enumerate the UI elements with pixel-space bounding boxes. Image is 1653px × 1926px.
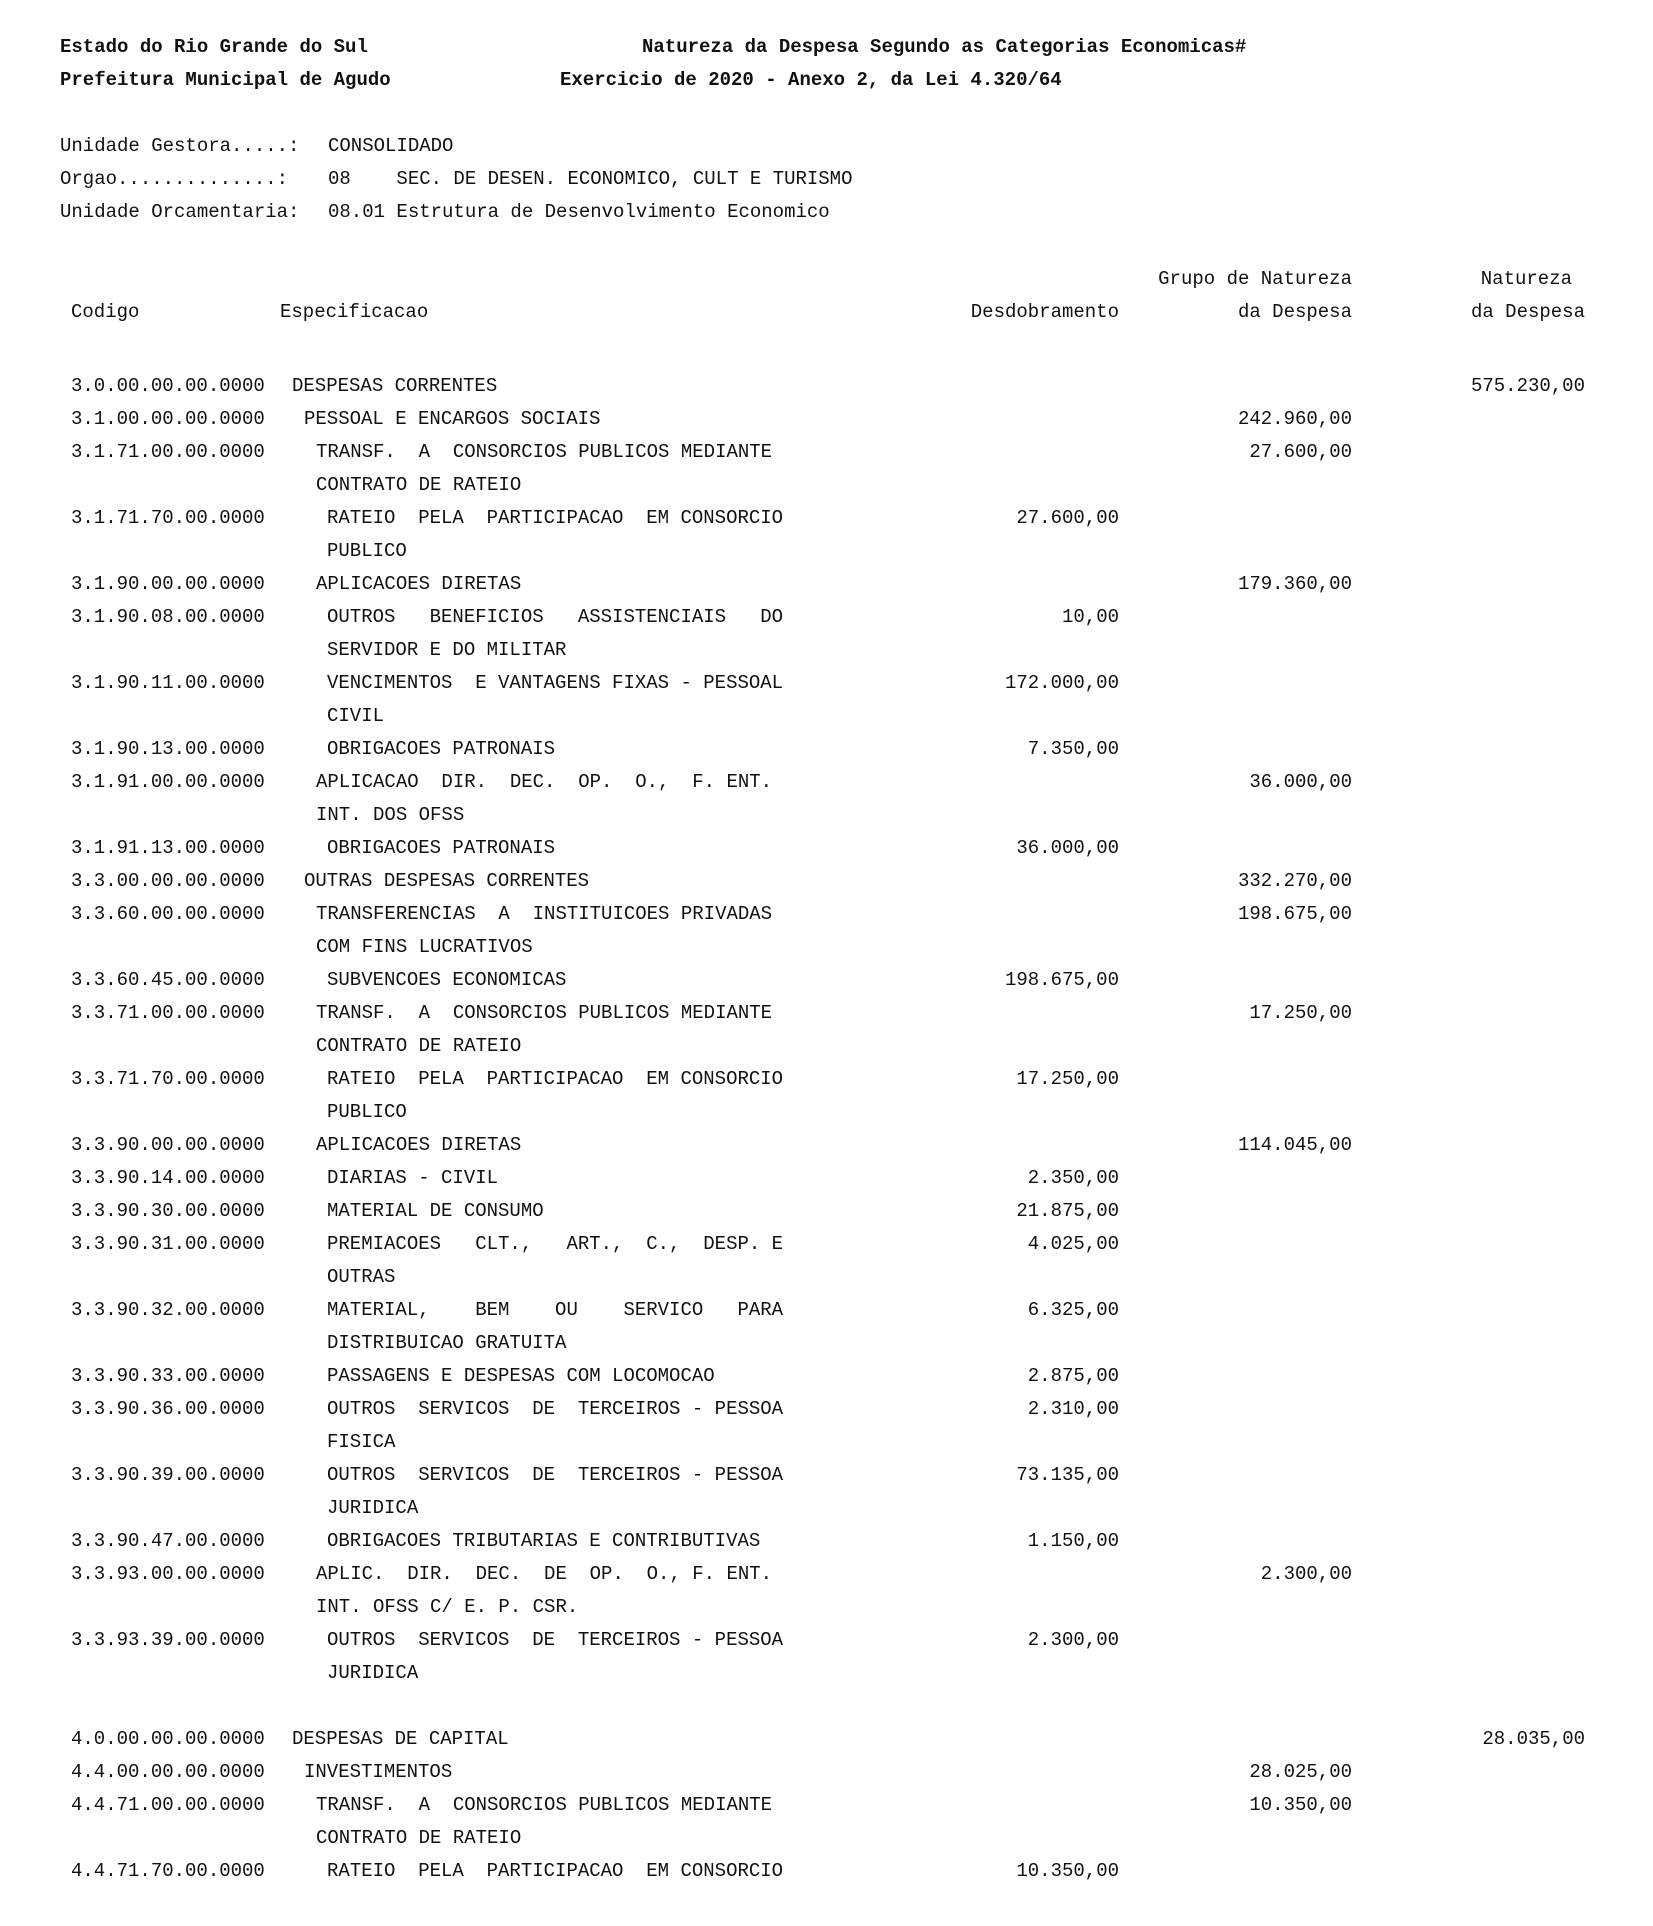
table-row [0,1294,1653,1360]
row-especificacao [316,1129,796,1162]
column-header-desdobramento: Desdobramento [970,301,1119,323]
state-name: Estado do Rio Grande do Sul [60,36,368,58]
row-especificacao [327,964,807,997]
row-desdobramento: 10,00 [1061,606,1119,628]
row-especificacao-line: PUBLICO [327,1101,407,1123]
table-row [0,964,1653,997]
row-grupo-natureza: 2.300,00 [1260,1563,1352,1585]
row-especificacao [327,1195,807,1228]
row-code: 3.3.71.00.00.0000 [71,1002,265,1024]
row-especificacao-line: MATERIAL DE CONSUMO [327,1200,544,1222]
row-code: 3.3.00.00.00.0000 [71,870,265,892]
column-header-grupo-line2: da Despesa [1237,301,1352,323]
row-grupo-natureza: 114.045,00 [1237,1134,1352,1156]
table-row [0,766,1653,832]
row-especificacao [327,1063,807,1129]
column-header-natureza-line2: da Despesa [1470,301,1585,323]
table-row [0,832,1653,865]
row-especificacao-line: OBRIGACOES PATRONAIS [327,837,556,859]
table-row [0,601,1653,667]
row-desdobramento: 7.350,00 [1027,738,1119,760]
row-code: 3.3.93.00.00.0000 [71,1563,265,1585]
row-especificacao [327,667,807,733]
row-desdobramento: 2.350,00 [1027,1167,1119,1189]
row-code: 3.3.90.31.00.0000 [71,1233,265,1255]
row-especificacao [327,1360,807,1393]
row-desdobramento: 4.025,00 [1027,1233,1119,1255]
row-especificacao [316,898,796,964]
row-especificacao-line: INVESTIMENTOS [304,1761,453,1783]
row-especificacao [327,1294,807,1360]
row-especificacao-line: DISTRIBUICAO GRATUITA [327,1332,567,1354]
table-row [0,1855,1653,1888]
unidade-orcamentaria-label: Unidade Orcamentaria: [60,201,300,223]
orgao-label: Orgao..............: [60,168,289,190]
row-code: 3.1.90.00.00.0000 [71,573,265,595]
row-especificacao-line: APLICACAO DIR. DEC. OP. O., F. ENT. [316,771,773,793]
row-especificacao [316,436,796,502]
row-especificacao [327,1624,807,1690]
row-especificacao-line: JURIDICA [327,1662,419,1684]
row-grupo-natureza: 10.350,00 [1249,1794,1352,1816]
row-especificacao-line: OUTRAS DESPESAS CORRENTES [304,870,590,892]
column-header-especificacao: Especificacao [280,301,429,323]
table-row [0,1624,1653,1690]
row-code: 3.3.71.70.00.0000 [71,1068,265,1090]
row-especificacao-line: COM FINS LUCRATIVOS [316,936,533,958]
row-especificacao-line: JURIDICA [327,1497,419,1519]
row-especificacao-line: DESPESAS CORRENTES [292,375,498,397]
table-row [0,1393,1653,1459]
row-grupo-natureza: 332.270,00 [1237,870,1352,892]
row-especificacao-line: PASSAGENS E DESPESAS COM LOCOMOCAO [327,1365,715,1387]
row-especificacao-line: OUTROS SERVICOS DE TERCEIROS - PESSOA [327,1464,784,1486]
row-especificacao-line: OUTROS BENEFICIOS ASSISTENCIAIS DO [327,606,784,628]
row-especificacao [327,1525,807,1558]
row-especificacao-line: RATEIO PELA PARTICIPACAO EM CONSORCIO [327,1860,784,1882]
row-desdobramento: 2.875,00 [1027,1365,1119,1387]
row-especificacao-line: PREMIACOES CLT., ART., C., DESP. E [327,1233,784,1255]
row-desdobramento: 1.150,00 [1027,1530,1119,1552]
row-especificacao-line: DESPESAS DE CAPITAL [292,1728,509,1750]
row-code: 4.4.71.70.00.0000 [71,1860,265,1882]
row-code: 3.3.90.14.00.0000 [71,1167,265,1189]
table-row [0,1789,1653,1855]
row-grupo-natureza: 242.960,00 [1237,408,1352,430]
table-row [0,1723,1653,1756]
row-code: 3.0.00.00.00.0000 [71,375,265,397]
row-desdobramento: 198.675,00 [1004,969,1119,991]
unidade-gestora-value: CONSOLIDADO [328,135,454,157]
row-especificacao-line: FISICA [327,1431,396,1453]
unidade-orcamentaria-value: 08.01 Estrutura de Desenvolvimento Economico [328,201,830,223]
row-desdobramento: 2.310,00 [1027,1398,1119,1420]
table-row [0,568,1653,601]
row-especificacao-line: TRANSF. A CONSORCIOS PUBLICOS MEDIANTE [316,1794,773,1816]
row-especificacao [327,1459,807,1525]
row-especificacao-line: CIVIL [327,705,385,727]
row-grupo-natureza: 17.250,00 [1249,1002,1352,1024]
row-especificacao-line: TRANSF. A CONSORCIOS PUBLICOS MEDIANTE [316,441,773,463]
row-desdobramento: 17.250,00 [1016,1068,1119,1090]
row-especificacao [292,370,772,403]
table-row [0,1195,1653,1228]
table-row [0,436,1653,502]
row-especificacao-line: INT. OFSS C/ E. P. CSR. [316,1596,579,1618]
row-especificacao-line: APLICACOES DIRETAS [316,573,522,595]
row-code: 4.0.00.00.00.0000 [71,1728,265,1750]
table-row [0,865,1653,898]
row-especificacao-line: SUBVENCOES ECONOMICAS [327,969,567,991]
unidade-gestora-label: Unidade Gestora.....: [60,135,300,157]
row-especificacao [327,832,807,865]
row-code: 3.1.71.70.00.0000 [71,507,265,529]
row-natureza-despesa: 575.230,00 [1470,375,1585,397]
table-row [0,1129,1653,1162]
column-header-codigo: Codigo [71,301,140,323]
table-row [0,898,1653,964]
row-especificacao [316,766,796,832]
row-especificacao-line: PESSOAL E ENCARGOS SOCIAIS [304,408,601,430]
row-especificacao [327,733,807,766]
row-especificacao [304,1756,784,1789]
row-code: 3.3.90.33.00.0000 [71,1365,265,1387]
row-code: 3.3.90.36.00.0000 [71,1398,265,1420]
row-especificacao-line: OUTROS SERVICOS DE TERCEIROS - PESSOA [327,1629,784,1651]
row-especificacao-line: RATEIO PELA PARTICIPACAO EM CONSORCIO [327,1068,784,1090]
row-code: 3.1.91.13.00.0000 [71,837,265,859]
table-row [0,1756,1653,1789]
row-especificacao [292,1723,772,1756]
row-especificacao-line: OUTRAS [327,1266,396,1288]
row-especificacao-line: APLIC. DIR. DEC. DE OP. O., F. ENT. [316,1563,773,1585]
row-code: 4.4.00.00.00.0000 [71,1761,265,1783]
column-header-natureza-line1: Natureza [1480,268,1572,290]
row-grupo-natureza: 27.600,00 [1249,441,1352,463]
table-row [0,403,1653,436]
row-grupo-natureza: 198.675,00 [1237,903,1352,925]
row-desdobramento: 27.600,00 [1016,507,1119,529]
row-especificacao [316,997,796,1063]
row-especificacao [316,568,796,601]
table-row [0,370,1653,403]
row-desdobramento: 73.135,00 [1016,1464,1119,1486]
prefecture-name: Prefeitura Municipal de Agudo [60,69,391,91]
orgao-value: 08 SEC. DE DESEN. ECONOMICO, CULT E TURISMO [328,168,853,190]
table-row [0,1525,1653,1558]
row-especificacao-line: RATEIO PELA PARTICIPACAO EM CONSORCIO [327,507,784,529]
column-header-grupo-line1: Grupo de Natureza [1158,268,1352,290]
row-code: 3.1.00.00.00.0000 [71,408,265,430]
row-code: 3.3.60.00.00.0000 [71,903,265,925]
row-grupo-natureza: 28.025,00 [1249,1761,1352,1783]
row-especificacao-line: MATERIAL, BEM OU SERVICO PARA [327,1299,784,1321]
row-desdobramento: 2.300,00 [1027,1629,1119,1651]
row-especificacao-line: VENCIMENTOS E VANTAGENS FIXAS - PESSOAL [327,672,784,694]
row-desdobramento: 36.000,00 [1016,837,1119,859]
table-row [0,502,1653,568]
row-especificacao [327,1228,807,1294]
row-especificacao [327,601,807,667]
row-especificacao [316,1789,796,1855]
row-especificacao-line: CONTRATO DE RATEIO [316,1035,522,1057]
report-title: Natureza da Despesa Segundo as Categorias Economicas# [642,36,1247,58]
row-code: 3.3.93.39.00.0000 [71,1629,265,1651]
row-code: 3.3.90.32.00.0000 [71,1299,265,1321]
row-especificacao-line: APLICACOES DIRETAS [316,1134,522,1156]
row-code: 3.1.90.08.00.0000 [71,606,265,628]
table-row [0,1360,1653,1393]
table-row [0,733,1653,766]
row-especificacao-line: CONTRATO DE RATEIO [316,474,522,496]
row-grupo-natureza: 179.360,00 [1237,573,1352,595]
row-especificacao [316,1558,796,1624]
row-especificacao [304,865,784,898]
row-especificacao-line: OUTROS SERVICOS DE TERCEIROS - PESSOA [327,1398,784,1420]
row-especificacao-line: INT. DOS OFSS [316,804,465,826]
row-especificacao [304,403,784,436]
row-desdobramento: 10.350,00 [1016,1860,1119,1882]
row-desdobramento: 21.875,00 [1016,1200,1119,1222]
row-especificacao-line: CONTRATO DE RATEIO [316,1827,522,1849]
table-row [0,667,1653,733]
row-code: 3.3.90.47.00.0000 [71,1530,265,1552]
row-code: 3.1.90.13.00.0000 [71,738,265,760]
row-especificacao [327,502,807,568]
row-desdobramento: 6.325,00 [1027,1299,1119,1321]
table-row [0,1558,1653,1624]
row-natureza-despesa: 28.035,00 [1482,1728,1585,1750]
row-especificacao-line: PUBLICO [327,540,407,562]
row-code: 3.1.90.11.00.0000 [71,672,265,694]
row-especificacao [327,1393,807,1459]
row-especificacao [327,1162,807,1195]
row-code: 3.1.91.00.00.0000 [71,771,265,793]
row-code: 3.3.90.39.00.0000 [71,1464,265,1486]
row-especificacao-line: TRANSFERENCIAS A INSTITUICOES PRIVADAS [316,903,773,925]
row-grupo-natureza: 36.000,00 [1249,771,1352,793]
row-especificacao-line: OBRIGACOES TRIBUTARIAS E CONTRIBUTIVAS [327,1530,761,1552]
table-row [0,1228,1653,1294]
row-especificacao [327,1855,807,1888]
table-row [0,1459,1653,1525]
table-row [0,997,1653,1063]
report-subtitle: Exercicio de 2020 - Anexo 2, da Lei 4.320/64 [560,69,1062,91]
row-especificacao-line: SERVIDOR E DO MILITAR [327,639,567,661]
row-code: 3.3.90.30.00.0000 [71,1200,265,1222]
table-row [0,1063,1653,1129]
row-code: 3.3.90.00.00.0000 [71,1134,265,1156]
row-especificacao-line: TRANSF. A CONSORCIOS PUBLICOS MEDIANTE [316,1002,773,1024]
row-code: 4.4.71.00.00.0000 [71,1794,265,1816]
row-code: 3.3.60.45.00.0000 [71,969,265,991]
row-code: 3.1.71.00.00.0000 [71,441,265,463]
row-especificacao-line: DIARIAS - CIVIL [327,1167,499,1189]
row-desdobramento: 172.000,00 [1004,672,1119,694]
table-row [0,1162,1653,1195]
row-especificacao-line: OBRIGACOES PATRONAIS [327,738,556,760]
